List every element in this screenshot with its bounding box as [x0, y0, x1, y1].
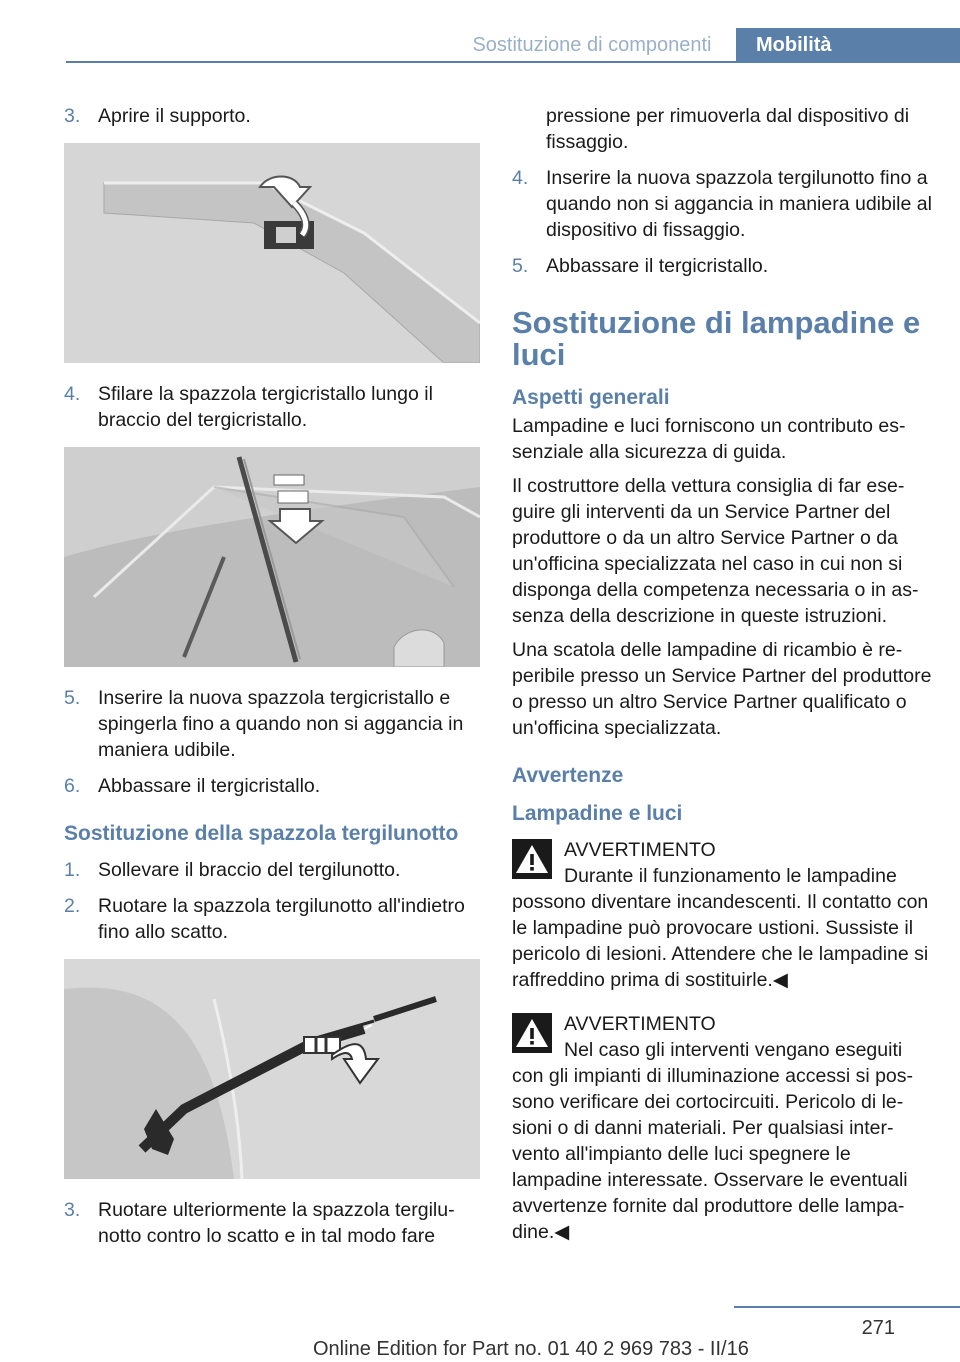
step [512, 253, 932, 279]
step-text: Abbassare il tergicristallo. [98, 775, 321, 797]
step-text: Ruotare la spazzola tergilunotto all'indietro fino allo scatto. [98, 895, 465, 943]
section-heading: Aspetti generali [512, 386, 670, 409]
step-text: Ruotare ulteriormente la spazzola tergilunotto contro lo scatto e in tal modo fare [98, 1199, 455, 1247]
right-column [512, 103, 932, 1245]
step [64, 103, 480, 129]
step [64, 773, 480, 799]
chapter-heading: Sostituzione di lampadine e luci [512, 305, 921, 372]
warning-block [512, 837, 932, 993]
section-heading: Sostituzione della spazzola tergilunotto [64, 822, 459, 845]
rear-wiper-illustration [64, 959, 480, 1179]
step [512, 165, 932, 243]
page-number: 271 [861, 1317, 895, 1339]
step-number: 5. [512, 255, 529, 277]
warning-label: AVVERTIMENTO [564, 1013, 716, 1035]
left-column [64, 103, 480, 1259]
edition-note: Online Edition for Part no. 01 40 2 969 783 - II/16 [313, 1338, 749, 1360]
warning-block [512, 1011, 932, 1245]
step-text: Sollevare il braccio del tergilunotto. [98, 859, 401, 881]
step-text: pressione per rimuoverla dal dispositivo di fissaggio. [546, 105, 910, 153]
header-rule [66, 61, 960, 63]
warning-label: AVVERTIMENTO [564, 839, 716, 861]
step-text: Sfilare la spazzola tergicristallo lungo il braccio del tergicristallo. [98, 383, 433, 431]
step [64, 857, 480, 883]
section-tab: Mobilità [736, 28, 960, 63]
breadcrumb: Sostituzione di componenti [452, 28, 732, 62]
step [64, 893, 480, 945]
step-number: 3. [64, 1199, 81, 1221]
warning-triangle-icon [512, 1013, 552, 1053]
paragraph: Il costruttore della vettura consiglia di far eseguire gli interventi da un Service Partner del produttore o da un altro Service Partner o da un'officina specializzata nel caso in cui non si disponga della competenza necessaria o in assenza della descrizione in queste istruzioni. [512, 475, 919, 627]
step-text: Aprire il supporto. [98, 105, 251, 127]
step-number: 4. [64, 383, 81, 405]
step-number: 5. [64, 687, 81, 709]
wiper-blade-removal-illustration [64, 447, 480, 667]
warning-text: Durante il funzionamento le lampadine possono diventare incandescenti. Il contatto con le lampadine può provocare ustioni. Sussiste il pericolo di lesioni. Attendere che le lampadine si raffreddino prima di sostituirle.◀ [512, 865, 929, 991]
footer-rule [734, 1306, 960, 1308]
warning-text: Nel caso gli interventi vengano eseguiti con gli impianti di illuminazione accessi si possono verificare dei cortocircuiti. Pericolo di lesioni o di danni materiali. Per qualsiasi intervento all'impianto delle luci spegnere le lampadine interessate. Osservare le eventuali avvertenze fornite dal produttore delle lampadine.◀ [512, 1039, 914, 1243]
step [64, 685, 480, 763]
step-continuation [512, 103, 932, 155]
step [64, 381, 480, 433]
step-number: 3. [64, 105, 81, 127]
step-text: Inserire la nuova spazzola tergilunotto fino a quando non si aggancia in maniera udibile al dispositivo di fissaggio. [546, 167, 932, 241]
step-number: 6. [64, 775, 81, 797]
section-heading: Avvertenze [512, 764, 624, 787]
step-text: Inserire la nuova spazzola tergicristallo e spingerla fino a quando non si aggancia in maniera udibile. [98, 687, 464, 761]
page-header [0, 0, 960, 62]
step-number: 1. [64, 859, 81, 881]
paragraph: Lampadine e luci forniscono un contributo essenziale alla sicurezza di guida. [512, 415, 906, 463]
step [64, 1197, 480, 1249]
step-text: Abbassare il tergicristallo. [546, 255, 769, 277]
subsection-heading: Lampadine e luci [512, 802, 683, 825]
paragraph: Una scatola delle lampadine di ricambio è reperibile presso un Service Partner del produttore o presso un altro Service Partner qualificato o un'officina specializzata. [512, 639, 932, 739]
page-footer [0, 1302, 960, 1362]
wiper-support-illustration [64, 143, 480, 363]
step-number: 2. [64, 895, 81, 917]
step-number: 4. [512, 167, 529, 189]
warning-triangle-icon [512, 839, 552, 879]
